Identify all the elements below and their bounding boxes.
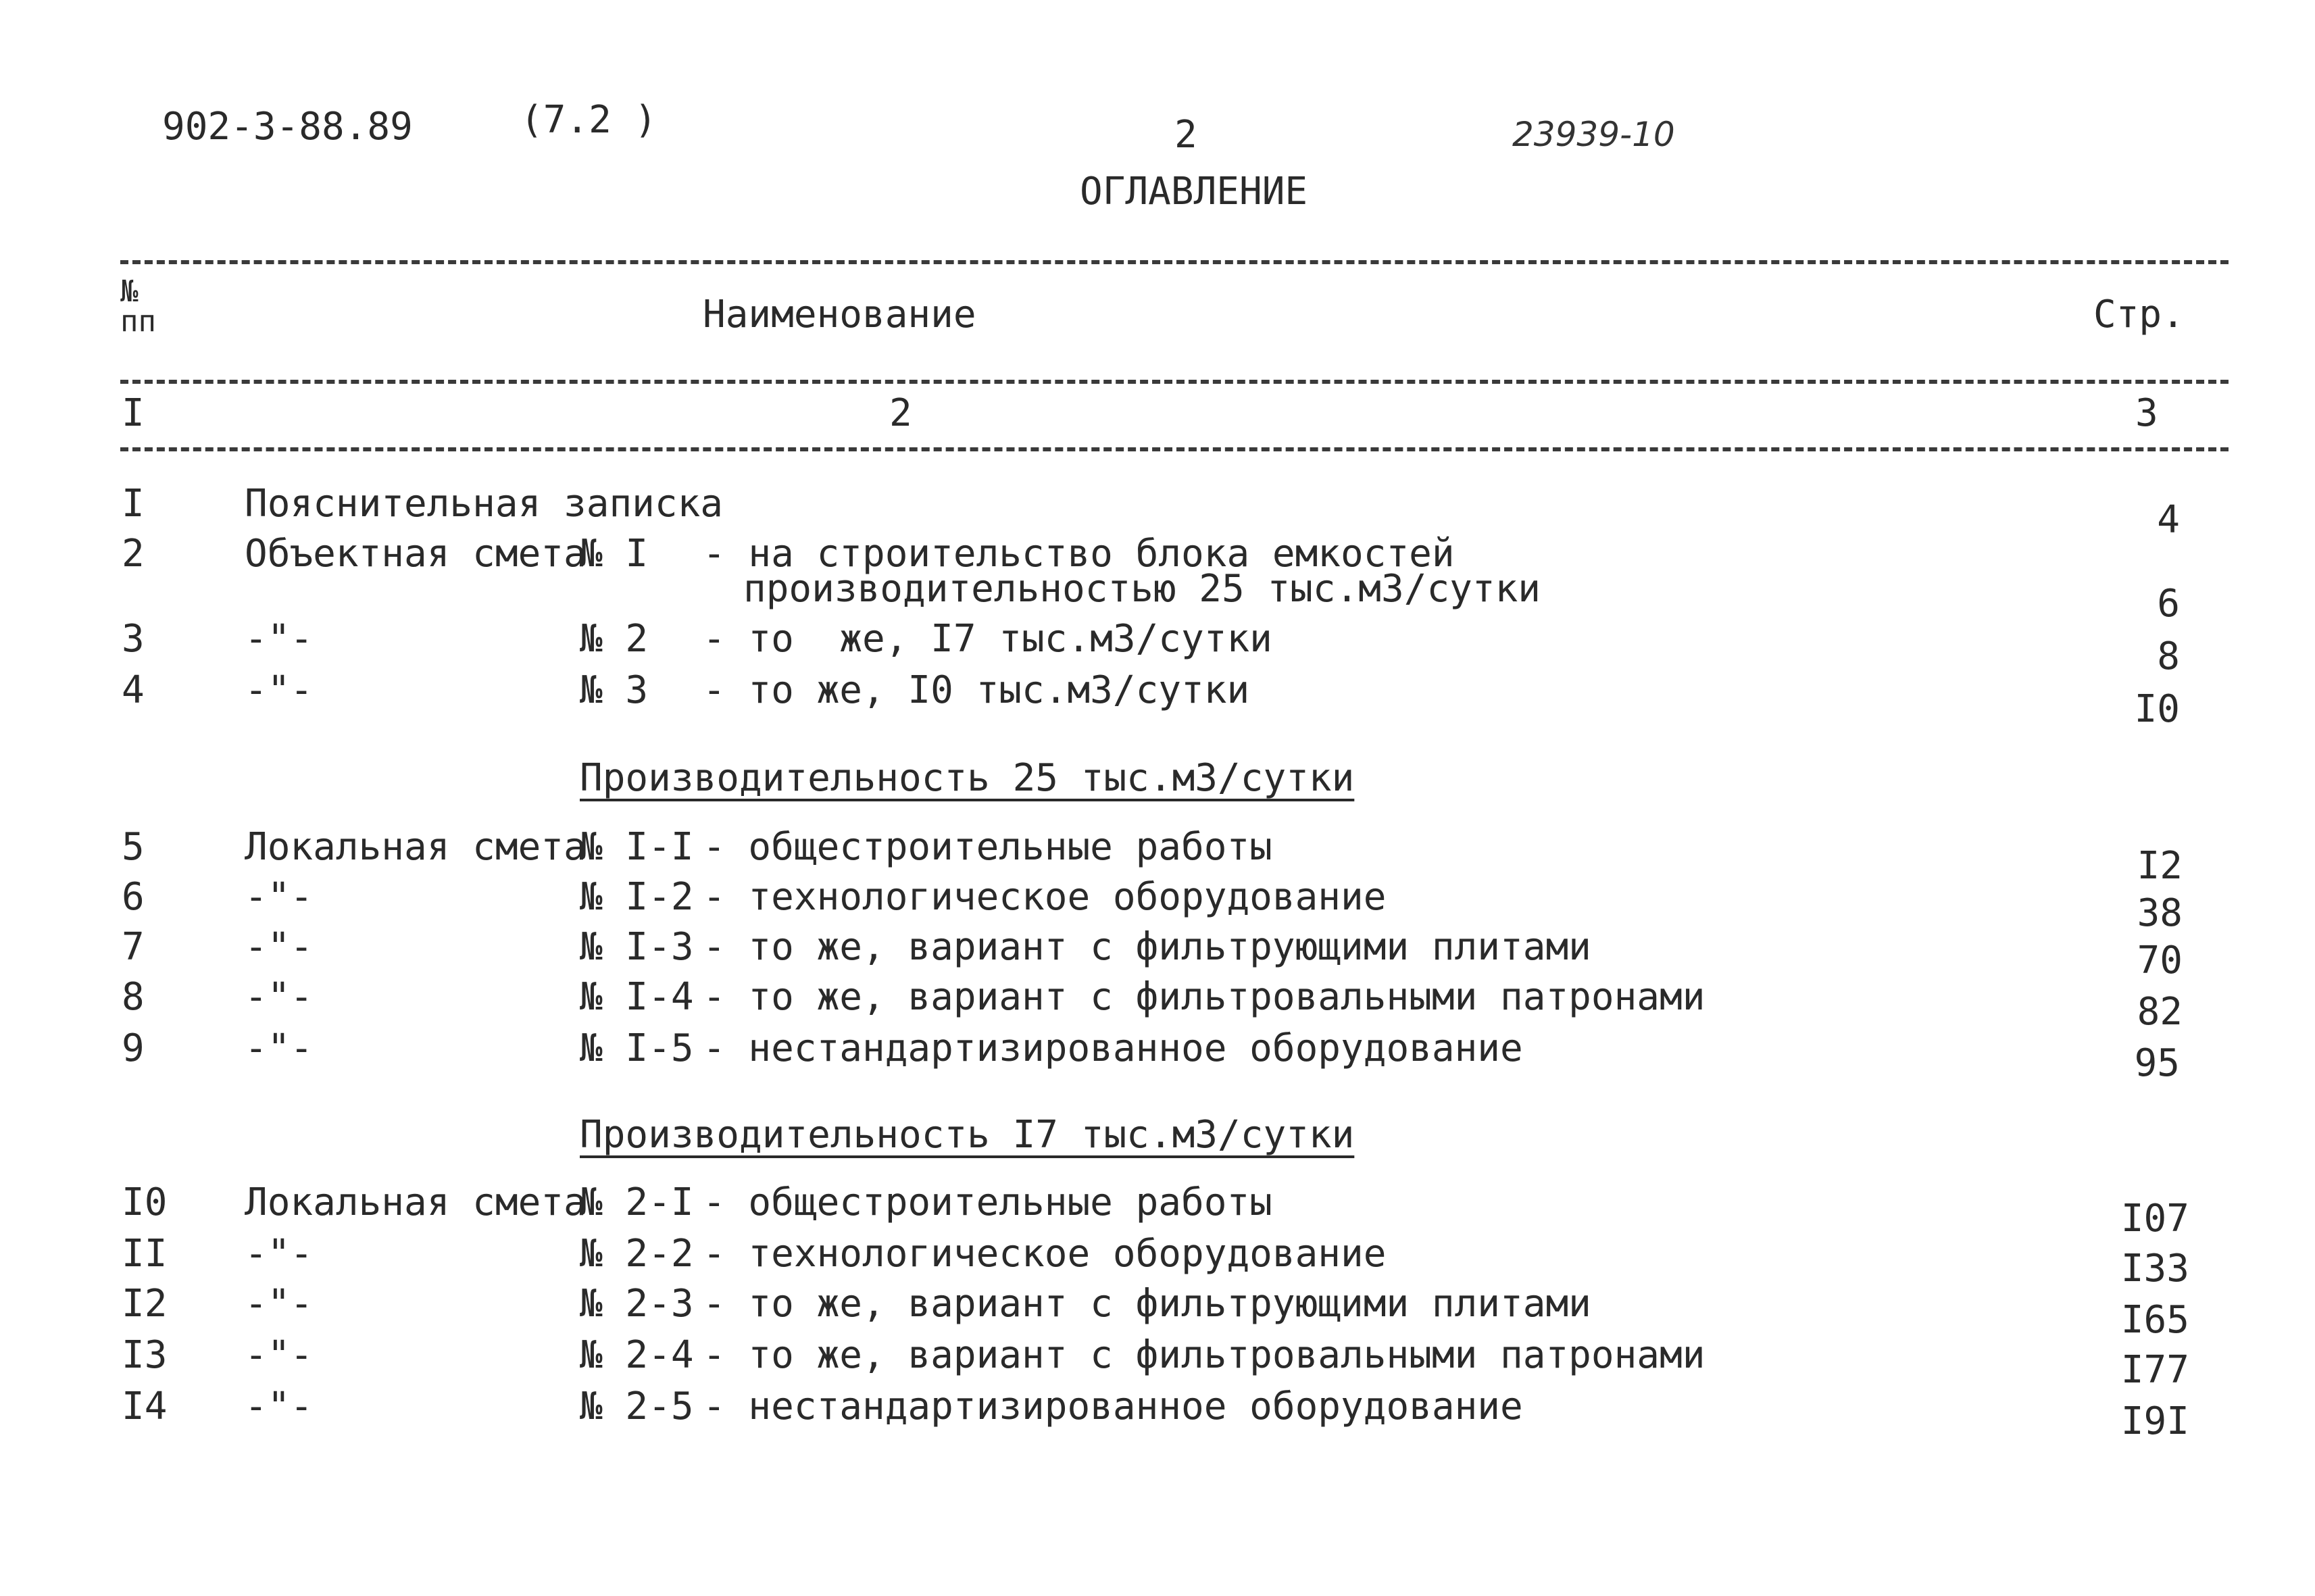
row-number: I3 (122, 1333, 168, 1377)
row-reference: № I-3 (580, 925, 694, 969)
row-reference: № 2-5 (580, 1385, 694, 1428)
header-middle-rule (120, 380, 2229, 384)
page-title: ОГЛАВЛЕНИЕ (1080, 170, 1308, 214)
row-number: I0 (122, 1180, 168, 1224)
row-reference: № 2-3 (580, 1282, 694, 1326)
row-description: - то же, вариант с фильтровальными патронами (703, 975, 1706, 1019)
row-page: I2 (2137, 844, 2183, 888)
column-page-header: Стр. (2093, 293, 2185, 336)
row-reference: № 3 (580, 668, 649, 712)
row-description: - общестроительные работы (703, 825, 1272, 869)
row-number: 5 (122, 825, 145, 869)
row-page: 95 (2134, 1041, 2180, 1085)
row-description: - то же, I7 тыс.м3/сутки (703, 617, 1272, 661)
row-document: -"- (245, 617, 314, 661)
row-document: -"- (245, 1232, 314, 1276)
row-number: 6 (122, 875, 145, 919)
row-number: 3 (122, 617, 145, 661)
row-page: I07 (2120, 1197, 2189, 1241)
project-code: 902-3-88.89 (162, 105, 413, 149)
row-document: -"- (245, 975, 314, 1019)
row-page: 8 (2157, 634, 2180, 678)
archive-number: 23939-10 (1512, 115, 1675, 154)
row-reference: № 2-2 (580, 1232, 694, 1276)
row-document: Локальная смета (245, 825, 587, 869)
column-name-header: Наименование (703, 293, 976, 336)
row-reference: № 2-I (580, 1180, 694, 1224)
section-title: Производительность 25 тыс.м3/сутки (580, 756, 1355, 800)
row-page: 38 (2137, 891, 2183, 935)
row-reference: № 2-4 (580, 1333, 694, 1377)
row-document: -"- (245, 1333, 314, 1377)
row-document: -"- (245, 1385, 314, 1428)
row-description-continued: производительностью 25 тыс.м3/сутки (743, 567, 1541, 611)
row-document: -"- (245, 925, 314, 969)
row-document: -"- (245, 1282, 314, 1326)
row-description: - технологическое оборудование (703, 1232, 1387, 1276)
row-number: II (122, 1232, 168, 1276)
row-description: - общестроительные работы (703, 1180, 1272, 1224)
column-number-header: № пп (120, 274, 156, 339)
row-number: 8 (122, 975, 145, 1019)
row-reference: № I-I (580, 825, 694, 869)
row-description: - технологическое оборудование (703, 875, 1387, 919)
row-document: -"- (245, 1026, 314, 1070)
row-description: - то же, вариант с фильтрующими плитами (703, 925, 1591, 969)
row-page: 82 (2137, 990, 2183, 1034)
header-bottom-rule (120, 447, 2229, 451)
row-number: I2 (122, 1282, 168, 1326)
row-page: 6 (2157, 582, 2180, 626)
column-index-2: 2 (889, 391, 912, 435)
row-page: I65 (2120, 1298, 2189, 1342)
row-description: - на строительство блока емкостей (703, 532, 1455, 576)
header-top-rule (120, 260, 2229, 264)
volume-number: (7.2 ) (520, 98, 657, 142)
row-description: - нестандартизированное оборудование (703, 1385, 1523, 1428)
row-document: Локальная смета (245, 1180, 587, 1224)
row-description: - нестандартизированное оборудование (703, 1026, 1523, 1070)
row-description: - то же, вариант с фильтровальными патронами (703, 1333, 1706, 1377)
row-number: 9 (122, 1026, 145, 1070)
row-document: -"- (245, 875, 314, 919)
row-description: - то же, вариант с фильтрующими плитами (703, 1282, 1591, 1326)
row-document: Объектная смета (245, 532, 587, 576)
row-reference: № I (580, 532, 649, 576)
row-number: 2 (122, 532, 145, 576)
row-page: I77 (2120, 1348, 2189, 1392)
row-number: I4 (122, 1385, 168, 1428)
row-reference: № I-5 (580, 1026, 694, 1070)
row-page: I0 (2134, 687, 2180, 731)
row-page: 70 (2137, 939, 2183, 982)
row-reference: № I-4 (580, 975, 694, 1019)
section-title: Производительность I7 тыс.м3/сутки (580, 1113, 1355, 1157)
row-page: I9I (2120, 1399, 2189, 1443)
row-page: 4 (2157, 498, 2180, 542)
row-document: -"- (245, 668, 314, 712)
column-index-3: 3 (2135, 391, 2158, 435)
row-description: - то же, I0 тыс.м3/сутки (703, 668, 1250, 712)
row-page: I33 (2120, 1247, 2189, 1291)
row-reference: № 2 (580, 617, 649, 661)
column-index-1: I (122, 391, 145, 435)
row-number: 7 (122, 925, 145, 969)
page-number: 2 (1174, 113, 1197, 157)
row-number: 4 (122, 668, 145, 712)
row-number: I (122, 482, 145, 526)
row-reference: № I-2 (580, 875, 694, 919)
row-document: Пояснительная записка (245, 482, 724, 526)
